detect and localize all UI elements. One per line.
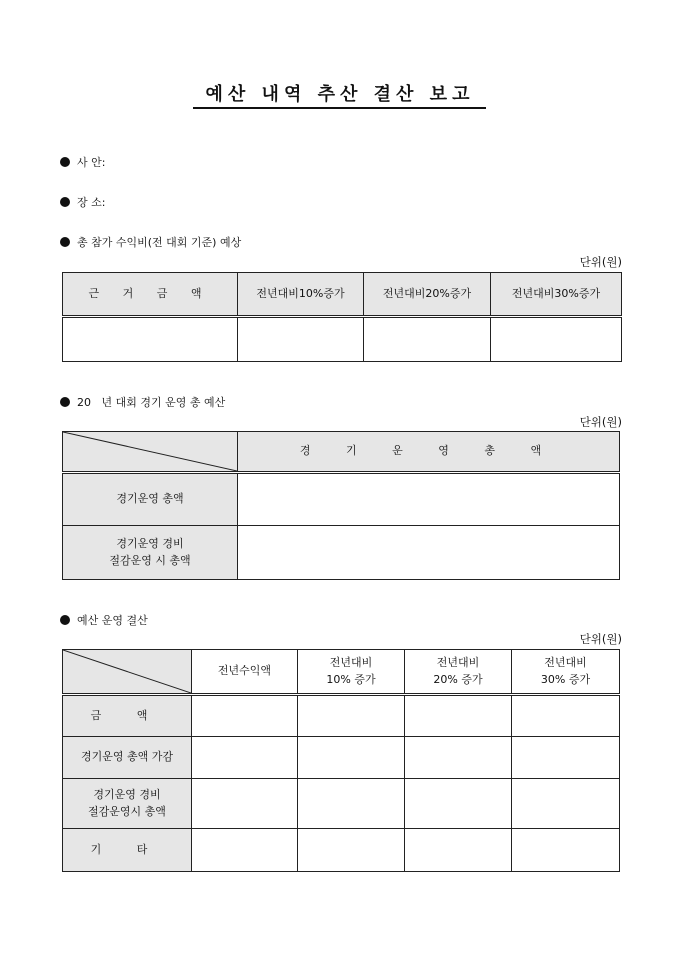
cell-other-10[interactable]	[298, 829, 405, 872]
section1-heading	[60, 234, 241, 250]
operation-budget-table	[62, 431, 620, 580]
cell-other-prev[interactable]	[192, 829, 298, 872]
header-line1: 전년대비	[329, 656, 373, 669]
header-increase-10	[298, 650, 405, 695]
cell-amount-prev[interactable]	[192, 695, 298, 737]
row-label-line1: 경기운영 경비	[116, 537, 184, 550]
cell-saving-30[interactable]	[512, 779, 620, 829]
cell-basis-amount[interactable]	[63, 317, 238, 362]
header-line1: 전년대비	[544, 656, 587, 669]
header-line1: 전년대비	[436, 656, 480, 669]
row-label-line1: 경기운영 총액	[116, 492, 184, 506]
header-prev-revenue	[192, 650, 298, 695]
section1-unit: 단위(원)	[579, 255, 622, 269]
section1-heading-text: 총 참가 수익비(전 대회 기준) 예상	[77, 236, 242, 249]
header-line1: 전년수익액	[217, 664, 272, 678]
section3-unit: 단위(원)	[579, 632, 622, 646]
row-label-line1: 경기운영 경비	[93, 788, 161, 801]
cell-operation-total[interactable]	[238, 473, 620, 526]
cell-adjust-30[interactable]	[512, 737, 620, 779]
bullet-icon	[60, 397, 70, 407]
budget-settlement-table	[62, 649, 620, 872]
bullet-icon	[60, 237, 70, 247]
cell-amount-10[interactable]	[298, 695, 405, 737]
cell-increase-20[interactable]	[364, 317, 491, 362]
cell-saving-20[interactable]	[405, 779, 512, 829]
section3-heading-text: 예산 운영 결산	[77, 614, 148, 627]
cell-increase-30[interactable]	[491, 317, 622, 362]
cell-adjust-10[interactable]	[298, 737, 405, 779]
bullet-icon	[60, 197, 70, 207]
header-line2: 30% 증가	[540, 672, 591, 686]
header-operation-total: 경 기 운 영 총 액	[238, 432, 620, 473]
cell-other-30[interactable]	[512, 829, 620, 872]
title-underline	[193, 107, 486, 109]
subject-field	[60, 154, 105, 170]
header-increase-10: 전년대비10%증가	[238, 273, 364, 317]
section2-heading	[60, 394, 225, 410]
cell-adjust-prev[interactable]	[192, 737, 298, 779]
row-label-cost-saving	[63, 779, 192, 829]
row-label-line2: 절감운영시 총액	[88, 804, 166, 818]
row-label-cost-saving	[63, 526, 238, 580]
bullet-icon	[60, 615, 70, 625]
cell-saving-10[interactable]	[298, 779, 405, 829]
cell-cost-saving[interactable]	[238, 526, 620, 580]
row-label-total-adjust: 경기운영 총액 가감	[63, 737, 192, 779]
subject-label: 사 안:	[77, 156, 106, 169]
header-line2: 10% 증가	[326, 672, 376, 686]
page-title: 예산 내역 추산 결산 보고	[205, 84, 475, 105]
place-field	[60, 194, 105, 210]
cell-other-20[interactable]	[405, 829, 512, 872]
revenue-forecast-table	[62, 272, 622, 362]
row-label-line2: 절감운영 시 총액	[109, 553, 191, 567]
place-label: 장 소:	[77, 196, 106, 209]
diagonal-line	[63, 432, 237, 471]
header-basis-amount: 근 거 금 액	[63, 273, 238, 317]
row-label-amount: 금 액	[63, 695, 192, 737]
cell-amount-30[interactable]	[512, 695, 620, 737]
header-line2: 20% 증가	[433, 672, 483, 686]
diagonal-header-cell	[63, 432, 238, 473]
header-increase-20: 전년대비20%증가	[364, 273, 491, 317]
header-increase-30	[512, 650, 620, 695]
cell-saving-prev[interactable]	[192, 779, 298, 829]
section2-unit: 단위(원)	[579, 415, 622, 429]
section3-heading	[60, 612, 148, 628]
bullet-icon	[60, 157, 70, 167]
cell-increase-10[interactable]	[238, 317, 364, 362]
diagonal-header-cell	[63, 650, 192, 695]
header-increase-30: 전년대비30%증가	[491, 273, 622, 317]
cell-adjust-20[interactable]	[405, 737, 512, 779]
row-label-operation-total	[63, 473, 238, 526]
diagonal-line	[63, 650, 191, 693]
cell-amount-20[interactable]	[405, 695, 512, 737]
section2-heading-text: 20 년 대회 경기 운영 총 예산	[77, 396, 226, 409]
row-label-other: 기 타	[63, 829, 192, 872]
header-increase-20	[405, 650, 512, 695]
